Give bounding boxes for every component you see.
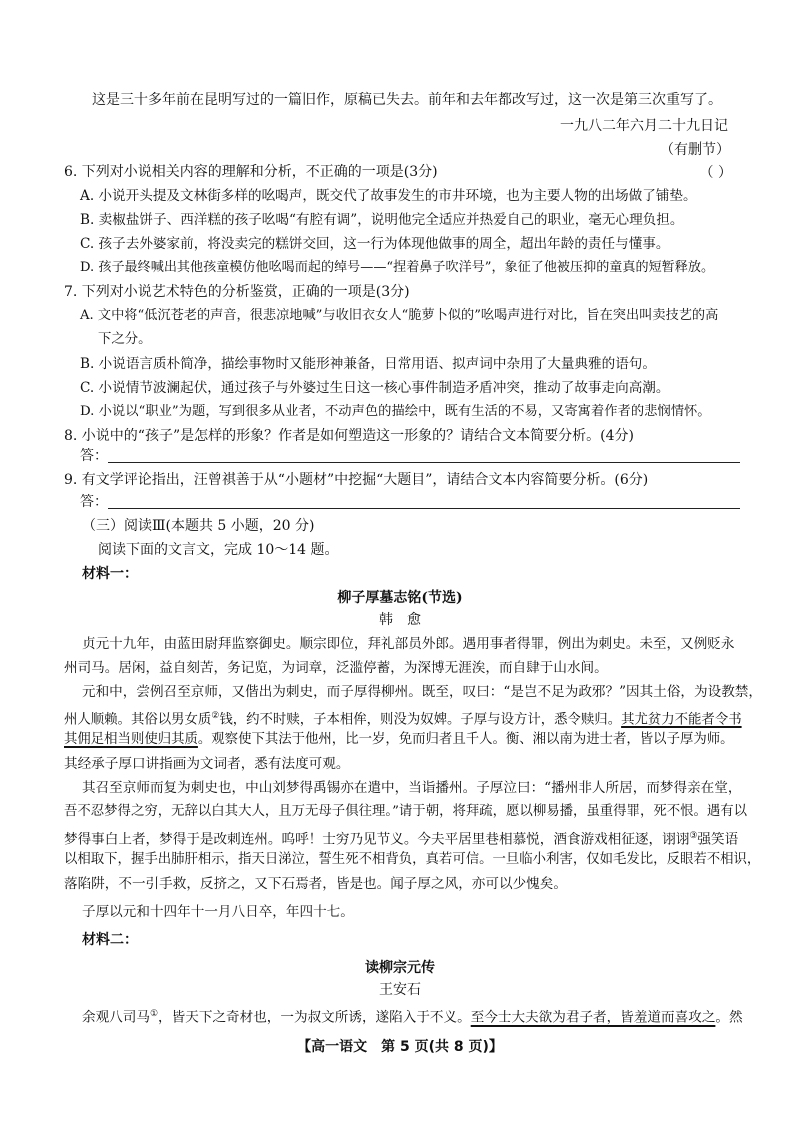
text-span: 强笑语 [697,831,739,848]
footnote-marker: ① [149,1009,159,1019]
section3-instruction: 阅读下面的文言文，完成 10～14 题。 [98,542,339,558]
q7-option-d[interactable]: D. 小说以“职业”为题，写到很多从业者，不动声色的描绘中，既有生活的不易，又寄寓着作者的悲悯情怀。 [80,404,711,419]
m1-p4: 子厚以元和十四年十一月八日卒，年四十七。 [82,904,354,920]
page-footer: 【高一语文 第 5 页(共 8 页)】 [297,1039,503,1055]
q8-answer-label: 答： [80,448,108,464]
material2-label: 材料二： [82,932,138,948]
text-span: 钱，约不时赎，子本相侔，则没为奴婢。子厚与设方计，悉令赎归。 [219,712,622,728]
q9-answer-line[interactable] [108,508,740,509]
m1-p2-line2 [64,706,742,730]
m1-p3-line5: 落陷阱，不一引手救，反挤之，又下石焉者，皆是也。闻子厚之风，亦可以少愧矣。 [64,876,567,892]
intro-note: 这是三十多年前在昆明写过的一篇旧作，原稿已失去。前年和去年都改写过，这一次是第三次重写了。 [92,92,722,108]
text-span: 梦得事白上者，梦得于是改刺连州。呜呼！士穷乃见节义。今夫平居里巷相慕悦，酒食游戏相征逐，诩诩 [64,831,690,848]
text-span: 。观察使下其法于他州，比一岁，免而归者且千人。衡、湘以南为进士者，皆以子厚为师。 [197,732,734,747]
q7-option-b[interactable]: B. 小说语言质朴简净，描绘事物时又能形神兼备，日常用语、拟声词中杂用了大量典雅的语句。 [80,356,656,372]
underlined-sentence: 其佣足相当则使归其质 [64,732,198,747]
q6-option-d[interactable]: D. 孩子最终喊出其他孩童模仿他吆喝而起的绰号——“捏着鼻子吹洋号”，象征了他被压抑的童真的短暂释放。 [80,260,715,275]
abridged-note: （有删节） [660,142,730,158]
q7-option-c[interactable]: C. 小说情节波澜起伏，通过孩子与外婆过生日这一核心事件制造矛盾冲突，推动了故事走向高潮。 [80,380,670,396]
m1-p2-line1: 元和中，尝例召至京师，又偕出为刺史，而子厚得柳州。既至，叹曰：“是岂不足为政邪？”因其土俗，为设教禁， [82,684,762,700]
q7-option-a-cont: 下之分。 [98,332,152,347]
text-span: 州人顺赖。其俗以男女质 [64,712,212,728]
intro-date: 一九八二年六月二十九日记 [560,118,728,134]
material2-author: 王安石 [379,982,421,998]
q7-stem: 7. 下列对小说艺术特色的分析鉴赏，正确的一项是(3分) [64,284,410,300]
material1-author: 韩 愈 [379,612,421,628]
q6-answer-paren[interactable]: （ ） [699,165,732,181]
text-span: 。然 [715,1009,743,1026]
q6-option-c[interactable]: C. 孩子去外婆家前，将没卖完的糕饼交回，这一行为体现他做事的周全，超出年龄的责任与懂事。 [80,236,670,252]
underlined-sentence: 至今士大夫欲为君子者，皆羞道而喜攻之 [470,1009,716,1026]
underlined-sentence: 其尤贫力不能者令书 [621,712,742,728]
m1-p2-line3 [64,730,734,750]
footnote-marker: ② [211,711,220,721]
text-span: ，皆天下之奇材也，一为叔文所诱，遂陷入于不义。 [158,1009,471,1026]
text-span: 余观八司马 [82,1009,150,1026]
section3-heading: （三）阅读Ⅲ(本题共 5 小题，20 分) [82,518,315,534]
m1-p3-line4: 以相取下，握手出肺肝相示，指天日涕泣，誓生死不相背负，真若可信。一旦临小利害，仅如毛发比，反眼若不相识， [64,852,761,867]
m1-p3-line1: 其召至京师而复为刺史也，中山刘梦得禹锡亦在遣中，当诣播州。子厚泣曰：“播州非人所居，而梦得亲在堂， [82,780,742,796]
footnote-marker: ③ [689,831,698,841]
material2-title: 读柳宗元传 [365,960,435,976]
m1-p3-line2: 吾不忍梦得之穷，无辞以白其大人，且万无母子俱往理。”请于朝，将拜疏，愿以柳易播，虽重得罪，死不恨。遇有以 [64,804,748,819]
m2-p1-line1 [82,1004,743,1028]
q6-stem: 6. 下列对小说相关内容的理解和分析，不正确的一项是(3分) [64,164,438,180]
q6-option-b[interactable]: B. 卖椒盐饼子、西洋糕的孩子吆喝“有腔有调”，说明他完全适应并热爱自己的职业，毫无心理负担。 [80,212,684,228]
q8-stem: 8. 小说中的“孩子”是怎样的形象？作者是如何塑造这一形象的？请结合文本简要分析。(4分) [64,428,634,444]
q9-answer-label: 答： [80,494,108,510]
q8-answer-line[interactable] [108,462,740,463]
m1-p1-line1: 贞元十九年，由蓝田尉拜监察御史。顺宗即位，拜礼部员外郎。遇用事者得罪，例出为刺史。未至，又例贬永 [82,636,735,652]
m1-p2-line4: 其经承子厚口讲指画为文词者，悉有法度可观。 [64,756,350,772]
q6-option-a[interactable]: A. 小说开头提及文林街多样的吆喝声，既交代了故事发生的市井环境，也为主要人物的出场做了铺垫。 [80,188,697,204]
material1-title: 柳子厚墓志铭(节选) [337,590,463,606]
m1-p1-line2: 州司马。居闲，益自刻苦，务记览，为词章，泛滥停蓄，为深博无涯涘，而自肆于山水间。 [64,660,608,676]
material1-label: 材料一： [82,566,138,582]
q7-option-a[interactable]: A. 文中将“低沉苍老的声音，很悲凉地喊”与收旧衣女人“脆萝卜似的”吆喝声进行对比，旨在突出叫卖技艺的高 [80,308,719,323]
q9-stem: 9. 有文学评论指出，汪曾祺善于从“小题材”中挖掘“大题目”，请结合文本内容简要分析。(6分) [64,472,649,488]
m1-p3-line3 [64,826,738,850]
